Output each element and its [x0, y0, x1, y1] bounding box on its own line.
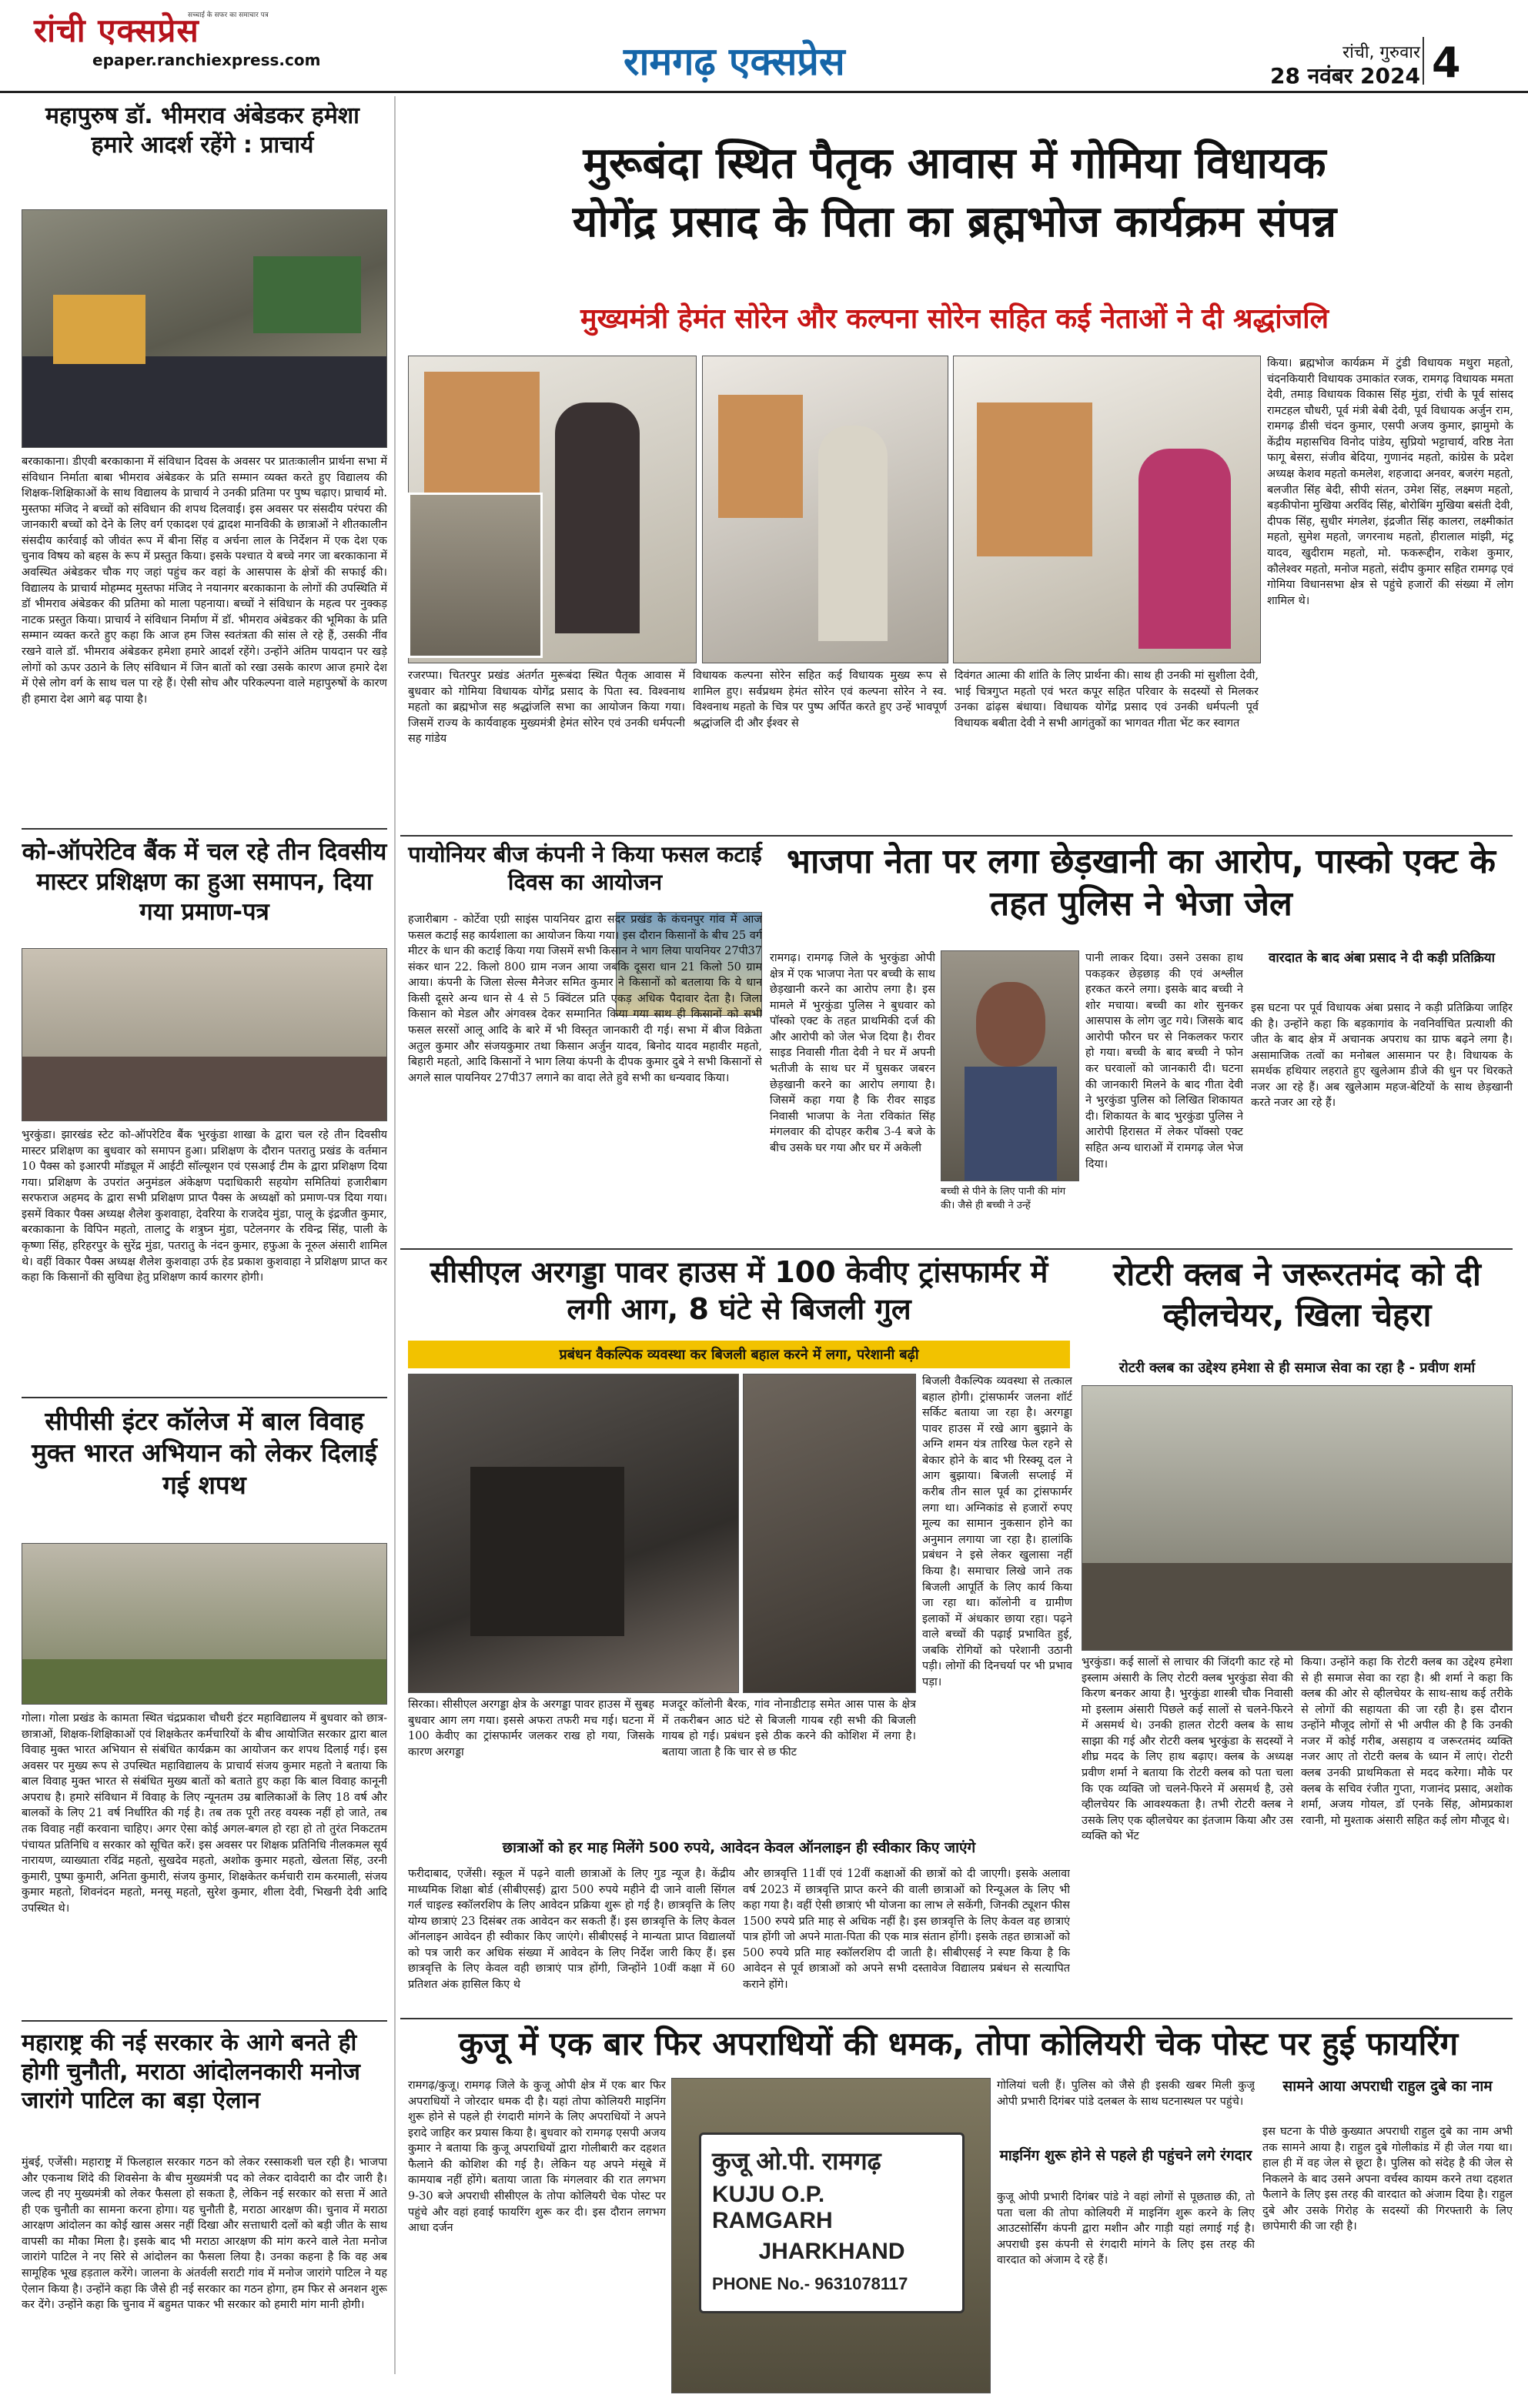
sign-line1: कुजू ओ.पी. रामगढ़ — [712, 2147, 881, 2175]
rotary-headline: रोटरी क्लब ने जरूरतमंद को दी व्हीलचेयर, खिला चेहरा — [1113, 1255, 1481, 1334]
sign-line2: KUJU O.P. RAMGARH — [712, 2182, 833, 2233]
bjp-col1: रामगढ़। रामगढ़ जिले के भुरकुंडा ओपी क्षेत्र में एक भाजपा नेता पर बच्ची के साथ छेड़खानी करने का आरोप लगा है। इस मामले में भुरकुंडा पुलिस ने बुधवार को पॉस्को एक्ट के तहत प्राथमिकी दर्ज की और आरोपी को जेल भेज दिया है। रीवर साइड निवासी गीता देवी ने घर में अपनी भतीजी के साथ घर में घुसकर जबरन छेड़खानी करने का आरोप लगाया है। जिसमें कहा गया है कि रीवर साइड निवासी भाजपा के नेता रविकांत सिंह मंगलवार की दोपहर करीब 3-4 बजे के बीच उसके घर गया और घर में अकेली — [770, 952, 935, 1154]
main-story-col3: दिवंगत आत्मा की शांति के लिए प्रार्थना की। साथ ही उनकी मां सुशीला देवी, भाई चित्रगुप्त महतो एवं भरत कपूर सहित परिवार के सदस्यों से मिलकर उनका ढांढ़स बंधाया। विधायक योगेंद्र प्रसाद एवं उनकी धर्मपत्नी पूर्व विधायक बबीता देवी ने सभी आगंतुकों का भागवत गीता भेंट कर स्वागत — [955, 670, 1259, 730]
main-photo-inset — [408, 493, 543, 658]
main-subheadline: मुख्यमंत्री हेमंत सोरेन और कल्पना सोरेन सहित कई नेताओं ने दी श्रद्धांजलि — [580, 303, 1329, 335]
kuju-mid-head: माइनिंग शुरू होने से पहले ही पहुंचने लगे रंगदार — [999, 2147, 1252, 2164]
bjp-col2: पानी लाकर दिया। उसने उसका हाथ पकड़कर छेड़छाड़ की एवं अश्लील हरकत करने लगा। इसके बाद बच्ची ने शोर मचाया। बच्ची का शोर सुनकर आसपास के लोग जुट गये। जिसके बाद आरोपी फौरन घर से निकलकर फरार हो गया। बच्ची के बाद बच्ची ने फोन कर घरवालों को जानकारी दी। घटना की जानकारी मिलने के बाद गीता देवी ने भुरकुंडा पुलिस को लिखित शिकायत दी। शिकायत के बाद भुरकुंडा पुलिस ने आरोपी हिरासत में लेकर पॉक्सो एक्ट सहित अन्य धाराओं में रामगढ़ जेल भेज दिया। — [1085, 952, 1243, 1171]
story1-body: बरकाकाना। डीएवी बरकाकाना में संविधान दिवस के अवसर पर प्रातःकालीन प्रार्थना सभा में संविधान निर्माता बाबा भीमराव अंबेडकर के प्रति सम्मान व्यक्त करते हुए विद्यालय की शिक्षक-शिक्षिकाओं के साथ विद्यालय के प्राचार्य ने उनकी प्रतिमा पर पुष्प चढ़ाए। प्राचार्य मो. मुस्तफा मंजिद ने बच्चों को संविधान की शपथ दिलवाई। इस अवसर पर संसदीय परंपरा की जानकारी बच्चों को देने के लिए वर्ग एकादश एवं द्वादश मानविकी के छात्राओं ने शीतकालीन संसदीय कार्रवाई को जीवंत रूप में बीना सिंह व अर्चना लाल के निर्देशन में एक देश एक चुनाव विषय को बहस के रूप में प्रस्तुत किया। इसके पश्चात ये बच्चे नगर जा बरकाकाना में अवस्थित अंबेडकर चौक गए जहां पहुंच कर वहां के आसपास के क्षेत्रों की सफाई की। विद्यालय के प्राचार्य मोहम्मद मुस्तफा मंजिद ने नयानगर बरकाकाना के लोगों की उपस्थिति में डॉ भीमराव अंबेडकर की प्रतिमा को माला पहनाया। बच्चों ने संविधान के महत्व पर नुक्कड़ नाटक प्रस्तुत किया। प्राचार्य ने संविधान निर्माण में डॉ. भीमराव अंबेडकर की भूमिका के प्रति सम्मान व्यक्त करते हुए कहा कि आज हम जिस स्वतंत्रता की सांस ले रहे हैं, उसकी नींव रखने वाले डॉ. भीमराव अंबेडकर हमेशा हमारे आदर्श रहेंगे। उन्होंने अंतिम पायदान पर खड़े लोगों को ऊपर उठाने के लिए संविधान में जिन बातों को रखा उसके कारण आज हमारे देश में ऐसे लोग वर्ग के साथ चल पा रहे हैं। ऐसी सोच और परिकल्पना वाले महापुरुषों के कारण ही हमारा देश आगे बढ़ पाया है। — [22, 456, 387, 706]
kuju-headline: कुजू में एक बार फिर अपराधियों की धमक, तोपा कोलियरी चेक पोस्ट पर हुई फायरिंग — [458, 2025, 1459, 2062]
kuju-sign — [699, 2132, 965, 2313]
pioneer-headline: पायोनियर बीज कंपनी ने किया फसल कटाई दिवस का आयोजन — [408, 841, 762, 896]
main-photo-2 — [702, 356, 948, 663]
ccl-headline: सीसीएल अरगड्डा पावर हाउस में 100 केवीए ट्रांसफार्मर में लगी आग, 8 घंटे से बिजली गुल — [430, 1255, 1048, 1326]
rule — [22, 828, 387, 830]
page-number-divider — [1423, 37, 1424, 85]
city-day: रांची, गुरुवार — [1342, 43, 1420, 62]
kuju-col1: रामगढ़/कुजू। रामगढ़ जिले के कुजू ओपी क्षेत्र में एक बार फिर अपराधियों ने जोरदार धमक दी है। यहां तोपा कोलियरी माइनिंग शुरू होने से पहले ही रंगदारी मांगने के लिए अपराधियों ने अपने इरादे जाहिर कर प्रयास किया है। बुधवार को रामगढ़ एसपी अजय कुमार ने बताया कि कुजू अपराधियों द्वारा गोलीबारी कर दहशत फैलाने की कोशिश की गई है। लेकिन यह अपने मंसूबे में कामयाब नहीं होंगे। बताया जाता कि मंगलवार की रात लगभग 9-30 बजे अपराधी सीसीएल के तोपा कोलियरी चेक पोस्ट पर पहुंचे और वहां हवाई फायरिंग शुरू कर दी। इस दौरान लगभग आधा दर्जन — [408, 2079, 666, 2235]
sign-line3: JHARKHAND — [758, 2239, 905, 2264]
main-story-col1: रजरप्पा। चितरपुर प्रखंड अंतर्गत मुरूबंदा स्थित पैतृक आवास में बुधवार को गोमिया विधायक योगेंद्र प्रसाद के पिता स्व. विश्वनाथ महतो का ब्रह्मभोज सह श्रद्धांजलि सभा का आयोजन किया गया। जिसमें राज्य के कार्यवाहक मुख्यमंत्री हेमंत सोरेन एवं उनकी धर्मपत्नी सह गांडेय — [408, 670, 685, 746]
ccl-photo-1 — [408, 1374, 739, 1693]
story3-body: गोला। गोला प्रखंड के कामता स्थित चंद्रप्रकाश चौधरी इंटर महाविद्यालय में बुधवार को छात्र-छात्राओं, शिक्षक-शिक्षिकाओं एवं शिक्षकेतर कर्मचारियों के बीच आयोजित सरकार द्वारा बाल विवाह मुक्त भारत अभियान से संबंधित कार्यक्रम का आयोजन कर शपथ दिलाई गई। इस अवसर पर मुख्य रूप से उपस्थित महाविद्यालय के प्राचार्य संजय कुमार महतो ने बताया कि बाल विवाह मुक्त भारत से संबंधित मुख्य बातों को बताते हुए कहा कि बाल विवाह कानूनी अपराध है। हमारे संविधान में विवाह के लिए न्यूनतम उम्र बालिकाओं के लिए 18 वर्ष और बालकों के लिए 21 वर्ष निर्धारित की गई है। तब तक पूरी तरह वयस्क नहीं हो जाते, तब तक विवाह नहीं करवाना चाहिए। अगर ऐसा कोई अगल-बगल हो रहा हो तो तुरंत निकटतम पंचायत प्रतिनिधि व सरकार को सूचित करें। इस अवसर पर शिक्षक प्रतिनिधि नीलकमल सूर्य नारायण, व्याख्याता रविंद्र महतो, सुखदेव महतो, अशोक कुमार महतो, खेलता सिंह, उरनी कुमारी, पुष्पा कुमारी, अनिता कुमारी, संजय कुमार, शिक्षकेतर कर्मचारी राम करमाली, संजय कुमार महतो, शिवनंदन महतो, मनसू महतो, सुरेश कुमार, शीला देवी, भिखनी देवी आदि उपस्थित थे। — [22, 1712, 387, 1915]
story2-headline: को-ऑपरेटिव बैंक में चल रहे तीन दिवसीय मास्टर प्रशिक्षण का हुआ समापन, दिया गया प्रमाण-पत्र — [22, 838, 387, 926]
rotary-photo — [1082, 1385, 1513, 1651]
logo-text: रांची एक्सप्रेस — [34, 12, 199, 49]
story3-photo — [22, 1543, 387, 1705]
story2-body: भुरकुंडा। झारखंड स्टेट को-ऑपरेटिव बैंक भुरकुंडा शाखा के द्वारा चल रहे तीन दिवसीय मास्टर प्रशिक्षण का बुधवार को समापन हुआ। प्रशिक्षण के दौरान पतरातु प्रखंड के वर्तमान 10 पैक्स को इआरपी मॉड्यूल में आईटी सॉल्यूशन एवं एसआई टीम के द्वारा प्रशिक्षण दिया गया। प्रशिक्षण के उपरांत अनुमंडल अंकेक्षण पदाधिकारी सहयोग समितियां हजारीबाग सरफराज अहमद के द्वारा सभी प्रशिक्षण प्राप्त पैक्स के अध्यक्षों को प्रमाण-पत्र दिया गया। इसमें विकार पैक्स अध्यक्ष शैलेश कुशवाहा, देवरिया के राजदेव मुंडा, पालू के इंद्रजीत कुमार, बरकाकाना के विपिन महतो, तालाटु के शत्रुघ्न मुंडा, पटेलनगर के रविन्द्र सिंह, पाली के कृष्णा सिंह, हरिहरपुर के सुरेंद्र मुंडा, पतरातु के नंदन कुमार, हफुआ के नूरुल अंसारी शामिल थे। वहीं विकार पैक्स अध्यक्ष शैलेश कुशवाहा उर्फ हेड प्रकाश कुशवाहा ने प्रशिक्षण प्राप्त कर कहा कि किसानों की सुविधा हेतु प्रशिक्षण कार्य कारगर होगी। — [22, 1129, 387, 1284]
rule — [400, 1248, 1513, 1250]
story1-photo — [22, 209, 387, 448]
bjp-side-head: वारदात के बाद अंबा प्रसाद ने दी कड़ी प्रतिक्रिया — [1268, 950, 1496, 966]
rotary-subhead: रोटरी क्लब का उद्देश्य हमेशा से ही समाज सेवा का रहा है - प्रवीण शर्मा — [1118, 1360, 1476, 1376]
story3-headline: सीपीसी इंटर कॉलेज में बाल विवाह मुक्त भारत अभियान को लेकर दिलाई गई शपथ — [32, 1406, 377, 1500]
rule — [400, 2018, 1513, 2019]
scholarship-col1: फरीदाबाद, एजेंसी। स्कूल में पढ़ने वाली छात्राओं के लिए गुड न्यूज है। केंद्रीय माध्यमिक शिक्षा बोर्ड (सीबीएसई) द्वारा 500 रुपये महीने दी जाने वाली सिंगल गर्ल चाइल्ड स्कॉलरशिप के लिए आवेदन प्रक्रिया शुरू हो गई है। छात्रवृत्ति के लिए योग्य छात्राएं 23 दिसंबर तक आवेदन कर सकती हैं। इस छात्रवृत्ति के लिए केवल ऑनलाइन आवेदन ही स्वीकार किए जाएंगे। सीबीएसई ने मान्यता प्राप्त विद्यालयों को पत्र जारी कर अधिक संख्या में आवेदन के लिए निर्देश जारी किए हैं। इस छात्रवृत्ति के लिए केवल वही छात्राएं पात्र होंगी, जिन्होंने 10वीं कक्षा में 60 प्रतिशत अंक हासिल किए थे — [408, 1868, 735, 1992]
ccl-photo-2 — [743, 1374, 916, 1693]
ccl-col2: मजदूर कॉलोनी बैरक, गांव नोनाडीटाड़ समेत आस पास के क्षेत्र में तकरीबन आठ घंटे से बिजली गायब रही सभी की बिजली गायब हो गई। प्रबंधन इसे ठीक करने की कोशिश में लगा है। बताया जाता है कि चार से छ फीट — [662, 1698, 916, 1758]
scholarship-headline: छात्राओं को हर माह मिलेंगे 500 रुपये, आवेदन केवल ऑनलाइन ही स्वीकार किए जाएंगे — [502, 1839, 976, 1856]
dateline — [1232, 42, 1420, 90]
bjp-side-body: इस घटना पर पूर्व विधायक अंबा प्रसाद ने कड़ी प्रतिक्रिया जाहिर की है। उन्होंने कहा कि बड़कागांव के नवनिर्वाचित प्रत्याशी की जीत के बाद क्षेत्र में अचानक अपराध का ग्राफ बढ़ने लगा है। असामाजिक तत्वों का मनोबल आसमान पर है। विधायक के समर्थक हथियार लहराते हुए खुलेआम डीजे की धुन पर थिरकते नजर आ रहे हैं। अब खुलेआम महज-बेटियों के साथ छेड़खानी करते नजर आ रहे हैं। — [1251, 1002, 1513, 1110]
kuju-col2: गोलियां चली हैं। पुलिस को जैसे ही इसकी खबर मिली कुजू ओपी प्रभारी दिगंबर पांडे दलबल के साथ घटनास्थल पर पहुंचे। — [997, 2079, 1255, 2108]
bjp-photo-caption: बच्ची से पीने के लिए पानी की मांग की। जैसे ही बच्ची ने उन्हें — [941, 1186, 1066, 1211]
rotary-col1: भुरकुंडा। कई सालों से लाचार की जिंदगी काट रहे मो इस्लाम अंसारी के लिए रोटरी क्लब भुरकुंडा सेवा की किरण बनकर आया है। भुरकुंडा शास्त्री चौक निवासी मो इस्लाम अंसारी पिछले कई सालों से चलने-फिरने में असमर्थ थे। उनकी हालत रोटरी क्लब के साथ साझा की गई और रोटरी क्लब भुरकुंडा के सदस्यों ने शीघ्र मदद के लिए हाथ बढ़ाए। क्लब के अध्यक्ष प्रवीण शर्मा ने बताया कि रोटरी क्लब को पता चला कि एक व्यक्ति जो चलने-फिरने में असमर्थ है, उसे व्हीलचेयर कि आवश्यकता है। तभी रोटरी क्लब ने उसके लिए एक व्हीलचेयर का इंतजाम किया और उस व्यक्ति को भेंट — [1082, 1656, 1293, 1843]
main-story-col4: किया। ब्रह्मभोज कार्यक्रम में टुंडी विधायक मथुरा महतो, चंदनकियारी विधायक उमाकांत रजक, रामगढ़ विधायक ममता देवी, तमाड़ विधायक विकास सिंह मुंडा, रांची के पूर्व सांसद रामटहल चौधरी, पूर्व मंत्री बेबी देवी, पूर्व विधायक अर्जुन राम, रामगढ़ डीसी चंदन कुमार, एसपी अजय कुमार, झामुमो के केंद्रीय महासचिव विनोद पांडेय, सुप्रियो भट्टाचार्य, वरिष्ठ नेता फागू बेसरा, संजीव बेदिया, गुणानंद महतो, कांग्रेस के प्रदेश अध्यक्ष केशव महतो कमलेश, शहजादा अनवर, बजरंग महतो, बलजीत सिंह बेदी, सीपी संतन, उमेश सिंह, लक्ष्मण महतो, बड़कीपोना मुखिया अरविंद सिंह, बोरोबिंग मुखिया बसंती देवी, दीपक सिंह, सुधीर मंगलेश, इंद्रजीत सिंह कालरा, लक्ष्मीकांत महतो, सुमेश महतो, जगरनाथ महतो, हीरालाल मांझी, मंटू यादव, खुदीराम महतो, मो. फकरूद्दीन, राकेश कुमार, कौलेश्वर महतो, मनोज महतो, संदीप कुमार सहित रामगढ़ एवं गोमिया विधानसभा क्षेत्र से पहुंचे हजारों की संख्या में लोग शामिल थे। — [1267, 357, 1513, 607]
kuju-side-body: इस घटना के पीछे कुख्यात अपराधी राहुल दुबे का नाम अभी तक सामने आया है। राहुल दुबे गोलीकांड में ही जेल गया था। हाल ही में वह जेल से छूटा है। पुलिस को संदेह है की जेल से निकलने के बाद उसने अपना वर्चस्व कायम करने तथा दहशत फैलाने के लिए इस तरह की वारदात को अंजाम दिया है। राहुल दुबे और उसके गिरोह के सदस्यों की गिरफ्तारी के लिए छापेमारी की जा रही है। — [1262, 2126, 1513, 2233]
main-photo-3 — [953, 356, 1261, 663]
story4-body: मुंबई, एजेंसी। महाराष्ट्र में फिलहाल सरकार गठन को लेकर रस्साकशी चल रही है। भाजपा और एकनाथ शिंदे की शिवसेना के बीच मुख्यमंत्री पद को लेकर दावेदारी का दौर जारी है। जल्द ही नए मुख्यमंत्री को लेकर फैसला हो सकता है, लेकिन नई सरकार को सत्ता में आते ही एक चुनौती का सामना करना होगा। यह चुनौती है, मराठा आरक्षण की। चुनाव में मराठा आरक्षण आंदोलन का कोई खास असर नहीं दिखा और सत्ताधारी दलों को बड़ी जीत के साथ वापसी का मौका मिला है। इसके बाद भी मराठा आरक्षण की मांग करने वाले नेता मनोज जारांगे पाटिल ने नए सिरे से आंदोलन का फैसला लिया है। उनका कहना है कि वह अब सामूहिक भूख हड़ताल करेंगे। जालना के अंतर्वली सराटी गांव में मनोज जारांगे पाटिल ने यह ऐलान किया है। उन्होंने कहा कि जैसे ही नई सरकार का गठन होगा, हम फिर से अनशन शुरू कर देंगे। उन्होंने कहा कि चुनाव में बहुमत पाकर भी सरकार को हमारी मांग मानी होगी। — [22, 2156, 387, 2312]
main-headline — [400, 135, 1509, 251]
rule — [22, 2020, 387, 2022]
kuju-side-head: सामने आया अपराधी राहुल दुबे का नाम — [1282, 2078, 1493, 2095]
epaper-link[interactable]: epaper.ranchiexpress.com — [92, 51, 321, 69]
rule — [400, 835, 1513, 837]
kuju-photo — [671, 2078, 991, 2393]
bjp-photo — [941, 950, 1079, 1181]
logo-tagline: सच्चाई के सफर का समाचार पत्र — [188, 12, 269, 19]
kuju-col3: कुजू ओपी प्रभारी दिगंबर पांडे ने वहां लोगों से पूछताछ की, तो पता चला की तोपा कोलियरी में माइनिंग शुरू करने के लिए आउटसोर्सिंग कंपनी द्वारा मशीन और गाड़ी यहां लगाई गई है। अपराधी इस कंपनी से रंगदारी मांगने के लिए इस तरह की वारदात को अंजाम दे रहे हैं। — [997, 2191, 1255, 2267]
story2-photo — [22, 948, 387, 1121]
masthead-logo — [34, 8, 365, 52]
rule — [22, 1397, 387, 1398]
pioneer-body: हजारीबाग - कोर्टेवा एग्री साइंस पायनियर द्वारा सदर प्रखंड के कंचनपुर गांव में आज फसल कटाई सह कार्यशाला का आयोजन किया गया। इस दौरान किसानों के बीच 25 वर्ग मीटर के धान की कटाई किया गया जिसमें सभी किसान ने भाग लिया पायनियर 27पी37 संकर धान 22. किलो 800 ग्राम नजन आया जबकि दूसरा धान 21 किलो 50 ग्राम आया। कंपनी के जिला सेल्स मैनेजर समित कुमार ने किसानों को बतलाया कि ये धान किसी दूसरे अन्य धान से 4 से 5 क्विंटल प्रति एकड़ अधिक पैदावार देता है। जिला किसान को मेडल और अंगवस्त्र देकर सम्मानित किया गया साथ ही किसानों को सभी फसल सरसों आलू आदि के बारे में भी विस्तृत जानकारी दी गई। सभा में बीज विक्रेता अतुल कुमार और संजयकुमार तथा किसान अर्जुन यादव, बिनोद यादव महावीर महतो, बिहारी महतो, आदि किसानों ने भाग लिया कंपनी के दीपक कुमार दुबे ने सभी किसानों से अगले साल पायनियर 27पी37 लगाने का वादा लेते हुवे सभी का धन्यवाद किया। — [408, 913, 762, 1084]
main-headline-line2: योगेंद्र प्रसाद के पिता का ब्रह्मभोज कार्यक्रम संपन्न — [572, 196, 1337, 247]
issue-date: 28 नवंबर 2024 — [1270, 63, 1420, 89]
sign-line4: PHONE No.- 9631078117 — [712, 2274, 908, 2293]
rotary-col2: किया। उन्होंने कहा कि रोटरी क्लब का उद्देश्य हमेशा से ही समाज सेवा का रहा है। श्री शर्मा ने कहा कि क्लब की ओर से व्हीलचेयर के साथ-साथ कई तरीके से लोगों की सहायता की जा रही है। इस दौरान उन्होंने मौजूद लोगों से भी अपील की है कि उनकी नजर में कोई गरीब, असहाय व जरूरतमंद व्यक्ति नजर आए तो रोटरी क्लब के ध्यान में लाएं। रोटरी क्लब उनकी प्राथमिकता से मदद करेगा। मौके पर क्लब के सचिव रंजीत गुप्ता, गजानंद प्रसाद, अशोक शर्मा, अजय गोयल, डॉ एनके सिंह, ओमप्रकाश रवानी, मो मुश्ताक अंसारी सहित कई लोग मौजूद थे। — [1301, 1656, 1513, 1827]
ccl-col1: सिरका। सीसीएल अरगड्डा क्षेत्र के अरगड्डा पावर हाउस में सुबह बुधवार आग लग गया। इससे अफरा तफरी मच गई। घटना में 100 केवीए का ट्रांसफार्मर जलकर राख हो गया, जिसके कारण अरगड्डा — [408, 1698, 654, 1758]
section-title: रामगढ़ एक्सप्रेस — [624, 39, 845, 84]
bjp-headline: भाजपा नेता पर लगा छेड़खानी का आरोप, पास्को एक्ट के तहत पुलिस ने भेजा जेल — [787, 842, 1496, 923]
masthead-rule — [0, 91, 1528, 93]
ccl-col3: बिजली वैकल्पिक व्यवस्था से तत्काल बहाल होगी। ट्रांसफार्मर जलना शॉर्ट सर्किट बताया जा रहा है। अरगड्डा पावर हाउस में रखे आग बुझाने के अग्नि शमन यंत्र तारिख फेल रहने से बेकार होने के बाद भी रिस्क्यू दल ने आग बुझाया। बिजली सप्लाई में करीब तीन साल पूर्व का ट्रांसफार्मर लगा था। अग्निकांड से हजारों रुपए मूल्य का सामान नुकसान होने का अनुमान लगाया जा रहा है। हालांकि प्रबंधन ने इसे लेकर खुलासा नहीं किया है। समाचार लिखे जाने तक बिजली आपूर्ति के लिए कार्य किया जा रहा था। कॉलोनी व ग्रामीण इलाकों में अंधकार छाया रहा। पढ़ने वाले बच्चों की पढ़ाई प्रभावित हुई, जबकि रोगियों को परेशानी उठानी पड़ी। लोगों की दिनचर्या पर भी प्रभाव पड़ा। — [922, 1375, 1072, 1688]
main-headline-line1: मुरूबंदा स्थित पैतृक आवास में गोमिया विधायक — [583, 139, 1326, 189]
main-story-col2: विधायक कल्पना सोरेन सहित कई विधायक मुख्य रूप से शामिल हुए। सर्वप्रथम हेमंत सोरेन एवं कल्पना सोरेन ने स्व. विश्वनाथ महतो के चित्र पर पुष्प अर्पित करते हुए उन्हें भावपूर्ण श्रद्धांजलि दी और ईश्वर से — [693, 670, 947, 730]
left-column-rule — [394, 96, 396, 2374]
ccl-subhead: प्रबंधन वैकल्पिक व्यवस्था कर बिजली बहाल करने में लगा, परेशानी बढ़ी — [408, 1341, 1070, 1368]
story1-headline: महापुरुष डॉ. भीमराव अंबेडकर हमेशा हमारे आदर्श रहेंगे : प्राचार्य — [45, 102, 359, 159]
page-number: 4 — [1432, 38, 1461, 87]
story4-headline: महाराष्ट्र की नई सरकार के आगे बनते ही होगी चुनौती, मराठा आंदोलनकारी मनोज जारांगे पाटिल का बड़ा ऐलान — [22, 2029, 360, 2114]
scholarship-col2: और छात्रवृत्ति 11वीं एवं 12वीं कक्षाओं की छात्रों को दी जाएगी। इसके अलावा वर्ष 2023 में छात्रवृत्ति प्राप्त करने की वाली छात्राओं को रिन्यूअल के लिए भी कहा गया है। वहीं ऐसी छात्राएं भी योजना का लाभ ले सकेंगी, जिनकी ट्यूशन फीस 1500 रुपये प्रति माह से अधिक नहीं है। इस छात्रवृत्ति के लिए केवल वह छात्राएं पात्र होंगी जो अपने माता-पिता की एक मात्र संतान होंगी। इसके तहत छात्राओं को 500 रुपये प्रति माह स्कॉलरशिप दी जाती है। सीबीएसई ने स्पष्ट किया है कि आवेदन से पूर्व छात्राओं को अपने सभी दस्तावेज विद्यालय प्रबंधन से सत्यापित कराने होंगे। — [743, 1868, 1070, 1992]
